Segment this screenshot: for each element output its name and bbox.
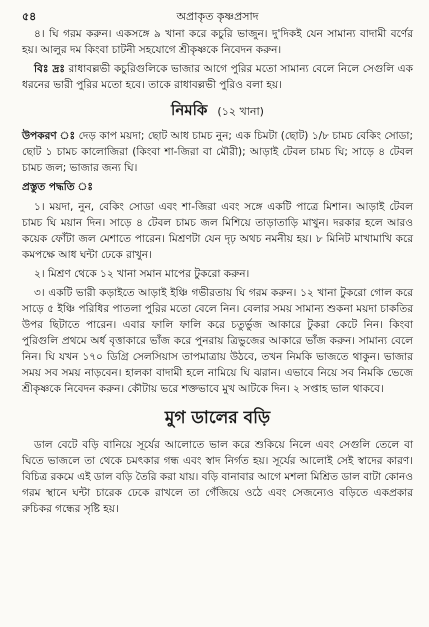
ingredients-paragraph	[22, 128, 413, 176]
nimki-count: (১২ খানা)	[217, 105, 264, 118]
step-3-text: ৩। একটি ভারী কড়াইতে আড়াই ইঞ্চি গভীরতায় ঘি গরম করুন। ১২ খানা টুকরো গোল করে সাড়ে ৫ ইঞ্চি পরিধির পাতলা পুরির মতো বেলে নিন। বেলার সময় সামান্য শুকনা ময়দা চাকতির উপর ছিটাতে পারেন। এবার ফালি ফালি করে চতুর্ভুজ আকারে টুকরা কেটে নিন। কিংবা পুরিগুলি প্রথমে অর্ধ বৃত্তাকারে ভাঁজ করে পুনরায় ত্রিভুজের আকারে ভাঁজ করুন। সামান্য বেলে নিন। ঘি যখন ১৭০ ডিগ্রি সেলসিয়াস তাপমাত্রায় উঠবে, তখন নিমকি ভাজতে থাকুন। ভাজার সময় সব সময় নাড়বেন। হালকা বাদামী হলে নামিয়ে ঘি ঝরান। এভাবে নিয়ে সব নিমকি ভেজে শ্রীকৃষ্ণকে নিবেদন করুন। কৌটায় ভরে শক্তভাবে মুখ আটকে দিন। ২ সপ্তাহ ভাল থাকবে।	[22, 287, 413, 395]
running-title: অপ্রাকৃত কৃষ্ণপ্রসাদ	[176, 10, 259, 23]
nimki-heading	[22, 99, 413, 124]
step-2-text: ২। মিশ্রণ থেকে ১২ খানা সমান মাপের টুকরো করুন।	[34, 268, 250, 280]
page-header	[22, 8, 413, 26]
ingredients-label: উপকরণ ঃ	[22, 130, 76, 142]
step-4-text: ৪। ঘি গরম করুন। একসঙ্গে ৯ খানা করে কচুরি ভাজুন। দু'দিকই যেন সামান্য বাদামী বর্ণের হয়। আলুর দম কিংবা চাটনী সহযোগে শ্রীকৃষ্ণকে নিবেদন করুন।	[22, 28, 413, 56]
note-label: বিঃ দ্রঃ	[34, 63, 65, 75]
bori-paragraph: ডাল বেটে বড়ি বানিয়ে সূর্যের আলোতে ভাল করে শুকিয়ে নিলে এবং সেগুলি তেলে বা ঘিতে ভাজলে তা থেকে চমৎকার গন্ধ এবং স্বাদ নির্গত হয়। সূর্যের আলোই সেই স্বাদের কারণ। বিচিত্র রকমে এই ডাল বড়ি তৈরি করা যায়। বড়ি বানাবার আগে মশলা মিশ্রিত ডাল বাটা কোনও গরম স্থানে ঘন্টা চারেক ঢেকে রাখলে তা গেঁজিয়ে ওঠে এবং সেজন্যেও বড়িতে একপ্রকার রুচিকর গন্ধের সৃষ্টি হয়।	[22, 439, 413, 515]
ingredients-text: দেড় কাপ ময়দা; ছোট আধ চামচ নুন; এক চিমটা (ছোট) ১/৮ চামচ বেকিং সোডা; ছোট ১ চামচ কালোজিরা (কিংবা শা-জিরা বা মৌরী); আড়াই টেবল চামচ ঘি; সাড়ে ৪ টেবল চামচ জল; ভাজার জন্য ঘি।	[22, 130, 413, 174]
note-paragraph	[22, 61, 413, 93]
bori-title: মুগ ডালের বড়ি	[164, 408, 271, 428]
nimki-title: নিমকি	[171, 101, 208, 119]
method-label: প্রস্তুত পদ্ধতি ঃ	[22, 181, 93, 193]
step-1-text: ১। ময়দা, নুন, বেকিং সোডা এবং শা-জিরা এবং সঙ্গে একটি পাত্রে মিশান। আড়াই টেবল চামচ ঘি ময়ান দিন। সাড়ে ৪ টেবল চামচ জল মিশিয়ে তাড়াতাড়ি মাখুন। দরকার হলে আরও কয়েক ফোঁটা জল মেশাতে পারেন। মিশ্রণটা যেন দৃঢ় অথচ নমনীয় হয়। ৮ মিনিট মাখামাখি করে কমপক্ষে আধ ঘন্টা ঢেকে রাখুন।	[22, 201, 413, 261]
page-number: ৫৪	[22, 10, 37, 23]
note-text: রাধাবল্লভী কচুরিগুলিকে ভাজার আগে পুরির মতো সামান্য বেলে নিলে সেগুলি এক ধরনের ভারী পুরির মতো হবে। তাকে রাধাবল্লভী পুরিও বলা হয়।	[22, 63, 413, 91]
